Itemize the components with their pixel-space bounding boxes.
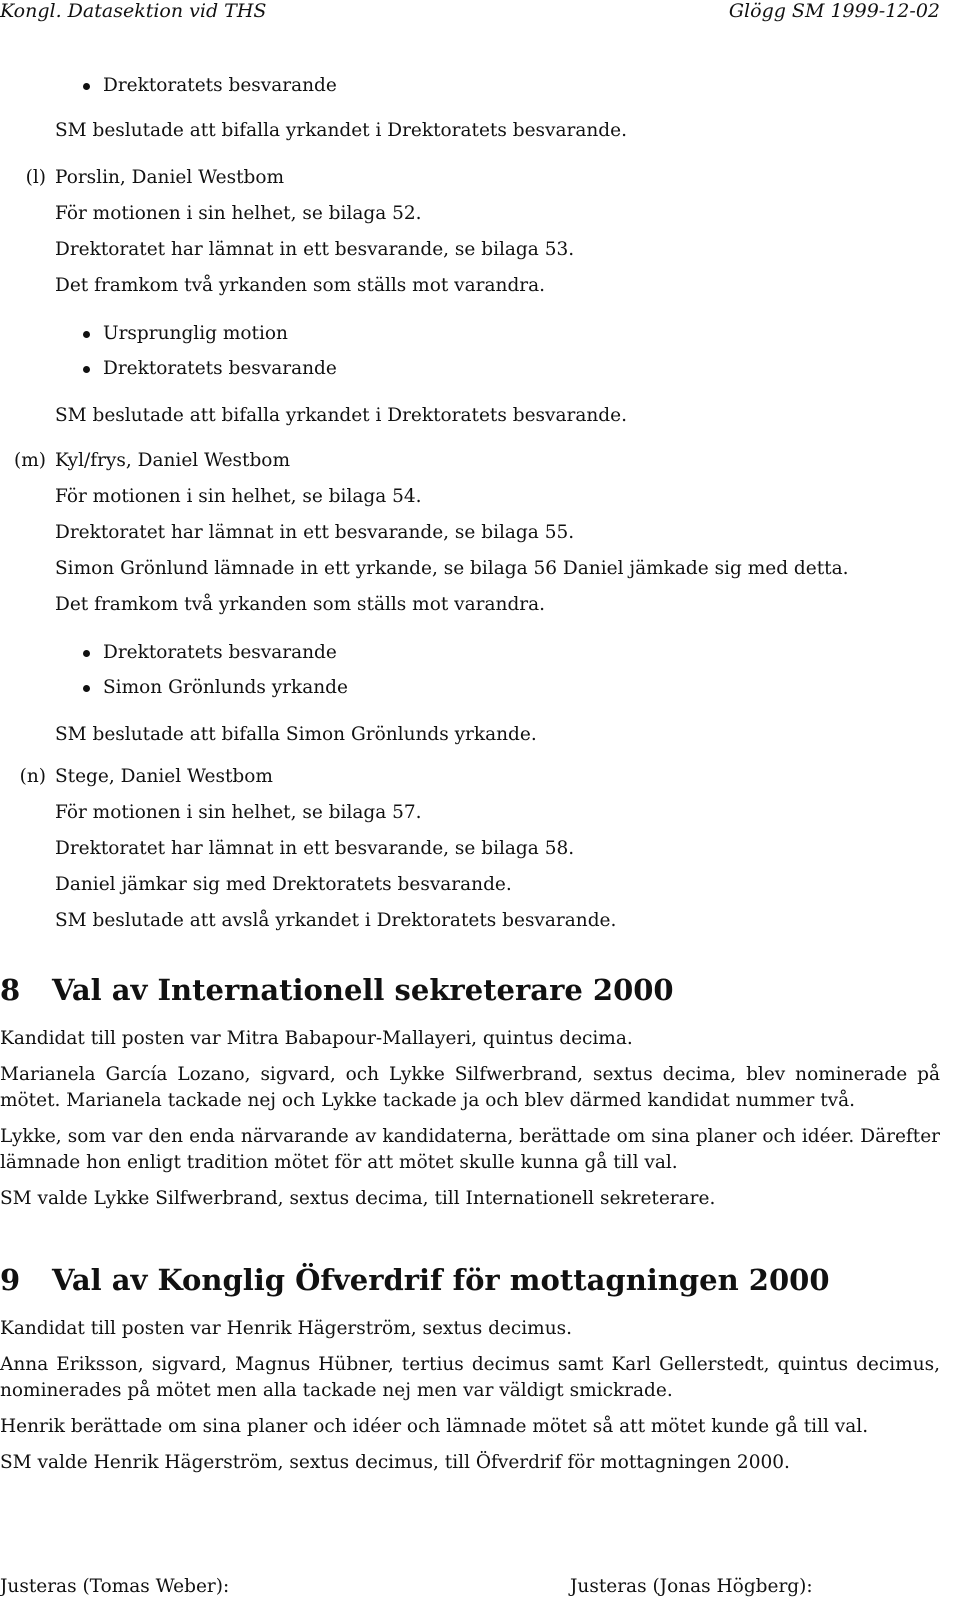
header-meeting: Glögg SM 1999-12-02	[728, 0, 940, 22]
section-title: Val av Konglig Öfverdrif för mottagningen 2000	[52, 1263, 830, 1297]
signature-right: Justeras (Jonas Högberg):	[570, 1576, 813, 1597]
item-title: Porslin, Daniel Westbom	[55, 167, 285, 188]
item-line: För motionen i sin helhet, se bilaga 52.	[55, 203, 422, 224]
paragraph: Kandidat till posten var Mitra Babapour-Mallayeri, quintus decima.	[0, 1028, 633, 1049]
paragraph: Kandidat till posten var Henrik Hägerström, sextus decimus.	[0, 1318, 572, 1339]
item-title: Kyl/frys, Daniel Westbom	[55, 450, 290, 471]
item-line: Drektoratet har lämnat in ett besvarande, se bilaga 55.	[55, 522, 575, 543]
paragraph: Henrik berättade om sina planer och idéer och lämnade mötet så att mötet kunde gå till val.	[0, 1416, 869, 1437]
section-number: 8	[0, 973, 21, 1007]
item-label: (m)	[14, 450, 46, 471]
decision-text: SM beslutade att bifalla yrkandet i Drektoratets besvarande.	[55, 120, 627, 141]
section-number: 9	[0, 1263, 21, 1297]
list-item: Simon Grönlunds yrkande	[0, 670, 940, 705]
paragraph: Marianela García Lozano, sigvard, och Lykke Silfwerbrand, sextus decima, blev nominerade på mötet. Marianela tackade nej och Lykke tackade ja och blev därmed kandidat nummer två.	[0, 1064, 940, 1111]
item-line: Drektoratet har lämnat in ett besvarande, se bilaga 53.	[55, 239, 575, 260]
item-line: Drektoratet har lämnat in ett besvarande, se bilaga 58.	[55, 838, 575, 859]
item-line: För motionen i sin helhet, se bilaga 54.	[55, 486, 422, 507]
paragraph: SM valde Lykke Silfwerbrand, sextus decima, till Internationell sekreterare.	[0, 1188, 716, 1209]
item-line: För motionen i sin helhet, se bilaga 57.	[55, 802, 422, 823]
item-label: (l)	[25, 167, 46, 188]
agenda-item-m	[0, 443, 940, 753]
decision-text: SM beslutade att bifalla Simon Grönlunds yrkande.	[55, 724, 537, 745]
section-8	[0, 970, 940, 1212]
list-item: Drektoratets besvarande	[0, 68, 940, 103]
item-line: Det framkom två yrkanden som ställs mot varandra.	[55, 594, 546, 615]
running-header	[0, 0, 940, 26]
section-heading	[0, 1260, 940, 1300]
item-line: Simon Grönlund lämnade in ett yrkande, se bilaga 56 Daniel jämkade sig med detta.	[55, 558, 849, 579]
item-line: SM beslutade att avslå yrkandet i Drektoratets besvarande.	[55, 910, 617, 931]
paragraph: Anna Eriksson, sigvard, Magnus Hübner, tertius decimus samt Karl Gellerstedt, quintus decimus, nominerades på mötet men alla tackade nej men var väldigt smickrade.	[0, 1354, 940, 1401]
paragraph: SM valde Henrik Hägerström, sextus decimus, till Öfverdrif för mottagningen 2000.	[0, 1452, 790, 1473]
agenda-item-l	[0, 160, 940, 434]
paragraph: Lykke, som var den enda närvarande av kandidaterna, berättade om sina planer och idéer. Därefter lämnade hon enligt tradition mötet för att mötet skulle kunna gå till val.	[0, 1126, 940, 1173]
header-organization: Kongl. Datasektion vid THS	[0, 0, 267, 22]
item-label: (n)	[19, 766, 46, 787]
item-line: Det framkom två yrkanden som ställs mot varandra.	[55, 275, 546, 296]
decision-text: SM beslutade att bifalla yrkandet i Drektoratets besvarande.	[55, 405, 627, 426]
list-item: Drektoratets besvarande	[0, 635, 940, 670]
list-item: Ursprunglig motion	[0, 316, 940, 351]
item-title: Stege, Daniel Westbom	[55, 766, 273, 787]
agenda-item-n	[0, 759, 940, 939]
previous-item-continuation	[0, 68, 940, 149]
list-item: Drektoratets besvarande	[0, 351, 940, 386]
section-9	[0, 1260, 940, 1476]
item-line: Daniel jämkar sig med Drektoratets besvarande.	[55, 874, 512, 895]
section-title: Val av Internationell sekreterare 2000	[52, 973, 674, 1007]
section-heading	[0, 970, 940, 1010]
signature-left: Justeras (Tomas Weber):	[0, 1576, 230, 1597]
